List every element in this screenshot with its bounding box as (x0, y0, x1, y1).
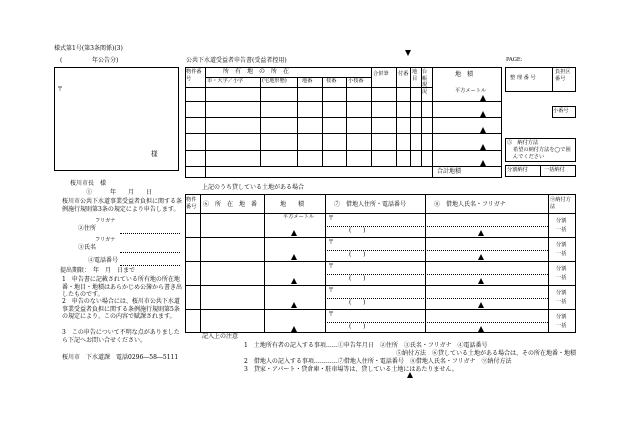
area-marker-icon (291, 278, 297, 284)
name-label: ③氏名 (78, 244, 97, 251)
payment-method-desc: 希望の納付方法を◯で囲んでください (513, 147, 571, 160)
lower-area-unit: 平方メートル (283, 214, 315, 220)
lessee-postal-mark: 〒 (328, 311, 335, 318)
upper-col-block: 物件番号 (186, 69, 202, 82)
payment-lump-option[interactable]: 一括 (556, 251, 567, 257)
instruction-line-2: 2 借地人の記入する事項…………⑦借地人住所・電話番号 ⑧借地人氏名・フリガナ ⑨納付方法 (244, 358, 512, 365)
instruction-line-1b: ⑤納付方法 ⑥貸している土地がある場合は、その所在地番・地積 (396, 350, 577, 357)
payment-split-option[interactable]: 分割 (556, 218, 567, 224)
payment-lump-option[interactable]: 一括 (556, 275, 567, 281)
report-date: ① 年 月 日 (86, 189, 153, 196)
lower-col-area: 地 積 (280, 201, 305, 208)
report-intro: 桜川市公共下水道事業受益者負担に関する条例施行規則第3条の規定により申告します。 (62, 198, 183, 213)
payment-split-option[interactable]: 分割 (556, 242, 567, 248)
small-number-label: 小番号 (553, 108, 569, 114)
contact-info: 桜川市 下水道課 電話0296―58―5111 (62, 354, 179, 361)
upper-total-area: 合計地積 (437, 168, 462, 175)
alignment-marker-icon (405, 50, 411, 56)
phone-paren-close: ) (363, 299, 366, 306)
lessee-postal-mark: 〒 (328, 215, 335, 222)
upper-col-area: 地 積 (455, 71, 474, 78)
lower-col-lessee: ⑦ 借地人住所・電話番号 (334, 201, 407, 208)
upper-sub-city: 市・大字／小字 (207, 78, 244, 84)
upper-sub-small: 小枝番 (348, 78, 364, 84)
upper-col-ward: 付番 (398, 71, 409, 77)
phone-paren-close: ) (363, 227, 366, 234)
upper-sub-housing: (宅地形態) (262, 78, 287, 84)
address-label: ②住所 (78, 225, 97, 232)
upper-col-actual: 台帳現況 (422, 69, 428, 95)
area-marker-icon (480, 160, 486, 166)
year-label: 年公告分) (92, 57, 119, 64)
instruction-line-3: 3 貸家・アパート・貸倉庫・駐車場等は、貸している土地にはあたりません。 (244, 366, 458, 373)
district-number-label: 負担区番号 (555, 69, 571, 82)
reference-number-label: 整 理 番 号 (510, 75, 536, 81)
deadline-note-3: 3 この申告について不明な点がありましたら下記へお問い合せください。 (62, 329, 180, 344)
deadline-title: 提出期限： 年 月 日まで (60, 267, 136, 274)
upper-table-title: 公共下水道受益者申告書(受益者控用) (186, 57, 287, 64)
instruction-line-1: 1 土地所有者の記入する事項……①申告年月日 ②住所 ③氏名・フリガナ ④電話番号 (244, 342, 488, 349)
postal-mark: 〒 (57, 86, 64, 93)
phone-paren-open: ( (349, 275, 352, 282)
payment-method-title: ⑤ 納付方法 (507, 140, 539, 146)
area-marker-icon (480, 144, 486, 150)
phone-label: ④電話番号 (88, 257, 119, 264)
payment-lump-option[interactable]: 一括 (556, 227, 567, 233)
area-marker-icon (480, 111, 486, 117)
payment-lump-option[interactable]: 一括 (556, 323, 567, 329)
instructions-title: 記入上の注意 (202, 333, 239, 340)
furigana-2: フリガナ (95, 237, 116, 243)
upper-col-joint: 合併筆 (373, 71, 389, 77)
page-label: PAGE: (506, 57, 523, 63)
upper-col-location: 所 有 地 の 所 在 (223, 68, 290, 75)
name-marker-icon (478, 278, 484, 284)
payment-split-option[interactable]: 分割 (556, 290, 567, 296)
payment-lump-option[interactable]: 一括 (556, 299, 567, 305)
phone-paren-close: ) (363, 323, 366, 330)
name-marker-icon (478, 254, 484, 260)
form-number: 様式第1号(第3条関係)(3) (54, 45, 123, 52)
phone-paren-open: ( (349, 227, 352, 234)
year-open-paren: ( (60, 57, 63, 64)
lower-col-location: ⑥ 所 在 地 番 (203, 201, 258, 208)
lower-col-payment: ⑨納付方法 (550, 197, 571, 210)
payment-installment-option[interactable]: 分割納付 (507, 167, 528, 173)
phone-paren-open: ( (349, 299, 352, 306)
upper-sub-branch: 枝番 (326, 78, 337, 84)
area-marker-icon (291, 326, 297, 332)
area-marker-icon (480, 95, 486, 101)
phone-paren-close: ) (363, 251, 366, 258)
furigana-1: フリガナ (95, 218, 116, 224)
lower-table (185, 194, 576, 333)
upper-area-unit: 平方メートル (455, 88, 487, 94)
phone-paren-open: ( (349, 323, 352, 330)
deadline-note-2: 2 申告のない場合には、桜川市公共下水道事業受益者負担に関する条例施行規則第5条の規定により、この内容で賦課されます。 (62, 298, 180, 320)
lower-table-title: 上記のうち貸している土地がある場合 (202, 184, 305, 191)
alignment-marker-icon (407, 372, 413, 378)
deadline-note-1: 1 申告書に記載されている所有地の所在地番・地目・地積はあらかじめ公簿から書き出したものです。 (62, 276, 183, 298)
address-window (54, 67, 179, 171)
lessee-postal-mark: 〒 (328, 287, 335, 294)
name-marker-icon (478, 326, 484, 332)
payment-lump-sum-option[interactable]: 一括納付 (544, 167, 565, 173)
phone-paren-close: ) (363, 275, 366, 282)
lower-col-block: 物件番号 (186, 197, 197, 210)
lower-col-lessee-name: ⑧ 借地人氏名・フリガナ (434, 201, 506, 208)
lessee-postal-mark: 〒 (328, 263, 335, 270)
area-marker-icon (291, 254, 297, 260)
recipient-suffix: 様 (151, 150, 158, 158)
name-marker-icon (478, 230, 484, 236)
addressee: 桜川市長 様 (70, 180, 107, 187)
upper-col-land: 地目 (412, 69, 418, 82)
name-marker-icon (478, 302, 484, 308)
lessee-postal-mark: 〒 (328, 239, 335, 246)
payment-split-option[interactable]: 分割 (556, 266, 567, 272)
area-marker-icon (291, 302, 297, 308)
upper-sub-lot: 地番 (302, 78, 313, 84)
area-marker-icon (291, 230, 297, 236)
phone-paren-open: ( (349, 251, 352, 258)
area-marker-icon (480, 127, 486, 133)
payment-split-option[interactable]: 分割 (556, 314, 567, 320)
